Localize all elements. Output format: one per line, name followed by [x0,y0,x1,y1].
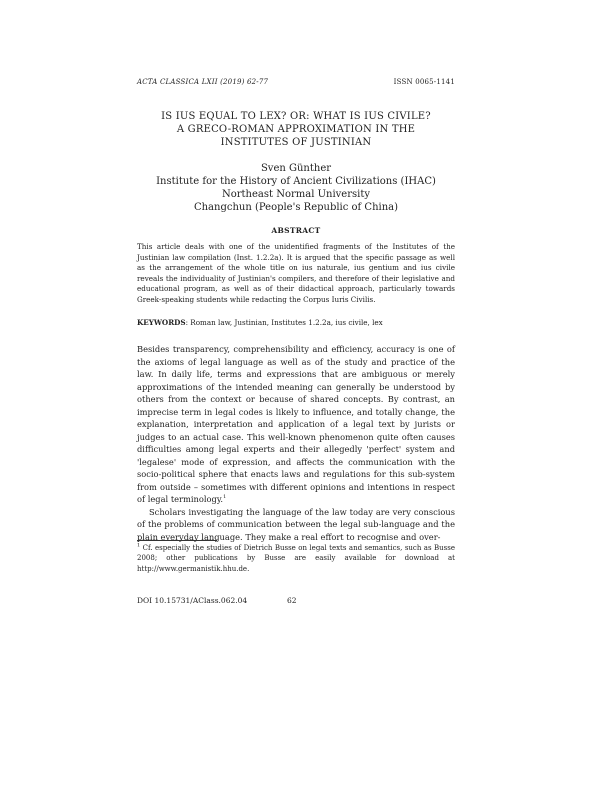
paragraph-text: Besides transparency, comprehensibility and efficiency, accuracy is one of the axioms of legal language as well as of the study and practice of the law. In daily life, terms and expressions that are ambiguous or merely approximations of the intended meaning can generally be understood by others from the context or because of shared concepts. By contrast, an imprecise term in legal codes is likely to influence, and totally change, the explanation, interpretation and application of a legal text by jurists or judges to an actual case. This well-known phenomenon quite often causes difficulties among legal experts and their allegedly 'perfect' system and 'legalese' mode of expression, and affects the communication with the socio-political sphere that enacts laws and regulations for this sub-system from outside – sometimes with different opinions and intentions in respect of legal terminology. [137,344,455,504]
footnote-text: Cf. especially the studies of Dietrich Busse on legal texts and semantics, such as Busse 2008; other publications by Busse are easily available for download at http://www.germanistik.hhu.de. [137,544,455,573]
keywords-label: KEYWORDS [137,318,186,327]
title-line-2: A GRECO-ROMAN APPROXIMATION IN THE [176,124,416,135]
title-line-3: INSTITUTES OF JUSTINIAN [220,137,372,148]
abstract-heading: ABSTRACT [271,226,321,235]
keywords-text: : Roman law, Justinian, Institutes 1.2.2a, ius civile, lex [185,318,383,327]
title-line-1: IS IUS EQUAL TO LEX? OR: WHAT IS IUS CIVILE? [161,111,431,122]
page-footer [137,596,455,605]
affiliation-line-1: Institute for the History of Ancient Civilizations (IHAC) [156,176,436,187]
body-paragraph: Scholars investigating the language of the law today are very conscious of the problems of communication between the legal sub-language and the plain everyday language. They make a real effort to recognise and over- [137,506,455,542]
running-header [137,78,455,86]
footnote-mark: 1 [137,542,141,549]
issn: ISSN 0065-1141 [393,78,455,86]
footnote [137,543,455,574]
body-paragraph [137,343,455,506]
author-block [137,162,455,214]
footnote-divider [137,540,217,541]
keywords [137,318,455,329]
doi: DOI 10.15731/AClass.062.04 [137,596,248,605]
footnote-reference[interactable]: 1 [223,494,227,501]
journal-citation: ACTA CLASSICA LXII (2019) 62-77 [137,78,269,86]
article-title [137,110,455,149]
abstract-text: This article deals with one of the unidentified fragments of the Institutes of the Justinian law compilation (Inst. 1.2.2a). It is argued that the specific passage as well as the arrangement of the whole title on ius naturale, ius gentium and ius civile reveals the individuality of Justinian's compilers, and therefore of their legislative and educational program, as well as of their didactical approach, particularly towards Greek-speaking students while redacting the Corpus Iuris Civilis. [137,242,455,304]
body-text [137,343,455,543]
affiliation-line-2: Northeast Normal University [221,189,370,200]
page-number: 62 [287,596,297,605]
author-name: Sven Günther [260,163,332,174]
affiliation-line-3: Changchun (People's Republic of China) [193,202,399,213]
